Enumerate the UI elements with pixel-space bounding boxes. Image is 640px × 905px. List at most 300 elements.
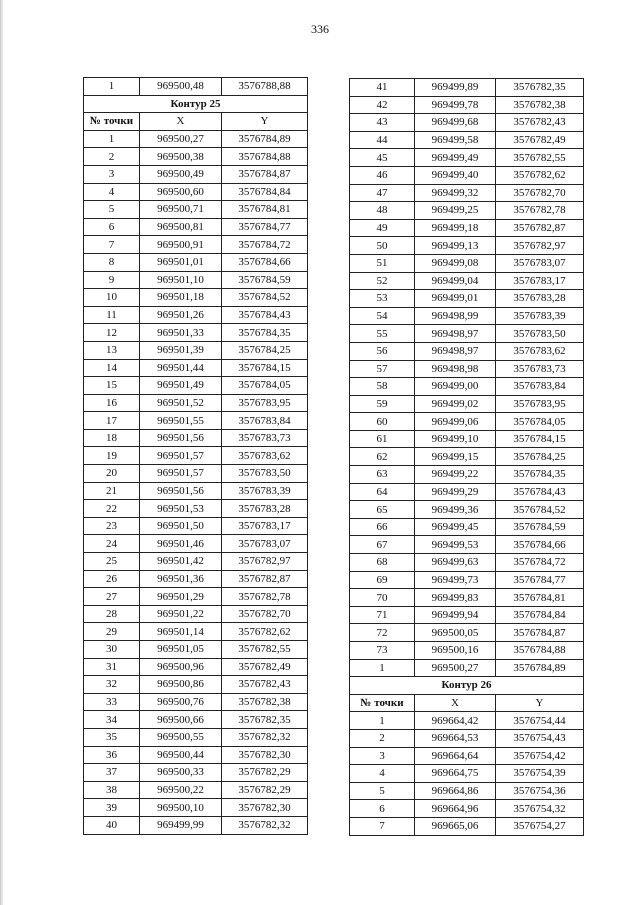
coord-x: 969501,53 bbox=[140, 500, 222, 518]
coord-y: 3576784,59 bbox=[496, 518, 584, 536]
table-row bbox=[84, 359, 308, 377]
coord-x: 969499,25 bbox=[415, 202, 496, 220]
coord-y: 3576783,17 bbox=[496, 272, 584, 290]
table-row bbox=[84, 641, 308, 659]
coord-x: 969664,96 bbox=[415, 800, 496, 818]
coord-y: 3576782,97 bbox=[496, 237, 584, 255]
coord-y: 3576754,36 bbox=[496, 782, 584, 800]
coord-x: 969664,86 bbox=[415, 782, 496, 800]
coord-x: 969499,15 bbox=[415, 448, 496, 466]
coord-y: 3576783,62 bbox=[222, 447, 308, 465]
coord-x: 969500,49 bbox=[140, 165, 222, 183]
table-body-left bbox=[84, 78, 308, 835]
table-row bbox=[350, 501, 584, 519]
coord-y: 3576784,05 bbox=[496, 413, 584, 431]
point-number: 12 bbox=[84, 324, 140, 342]
table-row bbox=[350, 589, 584, 607]
table-row bbox=[350, 114, 584, 132]
coord-y: 3576782,55 bbox=[222, 641, 308, 659]
point-number: 5 bbox=[350, 782, 415, 800]
coord-y: 3576784,81 bbox=[222, 201, 308, 219]
section-title: Контур 25 bbox=[84, 95, 308, 113]
table-row bbox=[84, 588, 308, 606]
point-number: 46 bbox=[350, 166, 415, 184]
coord-y: 3576788,88 bbox=[222, 78, 308, 96]
point-number: 19 bbox=[84, 447, 140, 465]
coord-x: 969500,91 bbox=[140, 236, 222, 254]
coord-x: 969500,27 bbox=[415, 659, 496, 677]
point-number: 69 bbox=[350, 571, 415, 589]
table-row bbox=[350, 166, 584, 184]
coord-x: 969499,63 bbox=[415, 554, 496, 572]
coord-y: 3576782,32 bbox=[222, 816, 308, 834]
point-number: 25 bbox=[84, 553, 140, 571]
coord-y: 3576754,32 bbox=[496, 800, 584, 818]
coord-x: 969500,44 bbox=[140, 746, 222, 764]
point-number: 73 bbox=[350, 642, 415, 660]
point-number: 29 bbox=[84, 623, 140, 641]
point-number: 43 bbox=[350, 114, 415, 132]
table-row bbox=[84, 253, 308, 271]
point-number: 51 bbox=[350, 254, 415, 272]
point-number: 33 bbox=[84, 693, 140, 711]
coord-x: 969501,33 bbox=[140, 324, 222, 342]
coord-x: 969501,39 bbox=[140, 341, 222, 359]
point-number: 6 bbox=[350, 800, 415, 818]
coord-y: 3576784,25 bbox=[222, 341, 308, 359]
point-number: 1 bbox=[350, 659, 415, 677]
point-number: 9 bbox=[84, 271, 140, 289]
coord-y: 3576782,62 bbox=[496, 166, 584, 184]
coord-x: 969499,08 bbox=[415, 254, 496, 272]
coord-x: 969500,16 bbox=[415, 642, 496, 660]
coord-x: 969500,81 bbox=[140, 218, 222, 236]
coord-y: 3576784,88 bbox=[222, 148, 308, 166]
point-number: 37 bbox=[84, 764, 140, 782]
coord-y: 3576783,39 bbox=[222, 482, 308, 500]
table-row bbox=[350, 360, 584, 378]
table-row bbox=[84, 130, 308, 148]
coord-y: 3576782,29 bbox=[222, 764, 308, 782]
coord-x: 969501,10 bbox=[140, 271, 222, 289]
point-number: 20 bbox=[84, 465, 140, 483]
coord-y: 3576783,84 bbox=[222, 412, 308, 430]
table-row bbox=[84, 377, 308, 395]
header-point-number: № точки bbox=[350, 694, 415, 712]
table-row bbox=[84, 623, 308, 641]
coord-x: 969501,14 bbox=[140, 623, 222, 641]
point-number: 47 bbox=[350, 184, 415, 202]
coord-x: 969500,55 bbox=[140, 728, 222, 746]
coordinates-table-right bbox=[349, 78, 584, 836]
coord-y: 3576784,15 bbox=[496, 430, 584, 448]
coord-x: 969499,18 bbox=[415, 219, 496, 237]
point-number: 70 bbox=[350, 589, 415, 607]
point-number: 58 bbox=[350, 378, 415, 396]
table-row bbox=[350, 642, 584, 660]
coord-y: 3576784,59 bbox=[222, 271, 308, 289]
page-number: 336 bbox=[311, 22, 329, 36]
table-row bbox=[84, 676, 308, 694]
point-number: 13 bbox=[84, 341, 140, 359]
coord-y: 3576783,17 bbox=[222, 517, 308, 535]
coord-y: 3576782,70 bbox=[496, 184, 584, 202]
table-row bbox=[350, 729, 584, 747]
coord-x: 969500,48 bbox=[140, 78, 222, 96]
coord-x: 969500,27 bbox=[140, 130, 222, 148]
table-row bbox=[350, 448, 584, 466]
table-row bbox=[350, 96, 584, 114]
point-number: 59 bbox=[350, 395, 415, 413]
coord-y: 3576784,66 bbox=[222, 253, 308, 271]
coord-x: 969500,86 bbox=[140, 676, 222, 694]
point-number: 24 bbox=[84, 535, 140, 553]
coord-x: 969499,13 bbox=[415, 237, 496, 255]
point-number: 7 bbox=[350, 817, 415, 835]
coord-x: 969499,32 bbox=[415, 184, 496, 202]
header-coord-x: X bbox=[140, 113, 222, 131]
table-row bbox=[350, 149, 584, 167]
coord-x: 969499,36 bbox=[415, 501, 496, 519]
point-number: 67 bbox=[350, 536, 415, 554]
coord-y: 3576784,72 bbox=[222, 236, 308, 254]
point-number: 22 bbox=[84, 500, 140, 518]
point-number: 49 bbox=[350, 219, 415, 237]
coord-y: 3576784,43 bbox=[496, 483, 584, 501]
coord-y: 3576782,38 bbox=[496, 96, 584, 114]
coord-x: 969499,94 bbox=[415, 606, 496, 624]
point-number: 10 bbox=[84, 289, 140, 307]
table-row bbox=[350, 747, 584, 765]
point-number: 44 bbox=[350, 131, 415, 149]
scan-edge bbox=[0, 0, 3, 905]
coord-x: 969501,29 bbox=[140, 588, 222, 606]
point-number: 55 bbox=[350, 325, 415, 343]
point-number: 52 bbox=[350, 272, 415, 290]
coord-y: 3576784,25 bbox=[496, 448, 584, 466]
point-number: 65 bbox=[350, 501, 415, 519]
coord-x: 969501,18 bbox=[140, 289, 222, 307]
table-row bbox=[84, 570, 308, 588]
coord-x: 969501,42 bbox=[140, 553, 222, 571]
coord-y: 3576782,38 bbox=[222, 693, 308, 711]
point-number: 2 bbox=[84, 148, 140, 166]
coord-y: 3576782,49 bbox=[222, 658, 308, 676]
point-number: 62 bbox=[350, 448, 415, 466]
coord-y: 3576782,87 bbox=[496, 219, 584, 237]
coord-x: 969499,02 bbox=[415, 395, 496, 413]
section-title-row bbox=[350, 677, 584, 695]
table-row bbox=[84, 693, 308, 711]
point-number: 53 bbox=[350, 290, 415, 308]
coord-y: 3576783,50 bbox=[222, 465, 308, 483]
point-number: 8 bbox=[84, 253, 140, 271]
table-row bbox=[84, 148, 308, 166]
point-number: 57 bbox=[350, 360, 415, 378]
coord-y: 3576782,35 bbox=[222, 711, 308, 729]
coord-x: 969499,83 bbox=[415, 589, 496, 607]
coord-x: 969499,78 bbox=[415, 96, 496, 114]
coord-y: 3576782,29 bbox=[222, 781, 308, 799]
header-point-number: № точки bbox=[84, 113, 140, 131]
coord-y: 3576784,35 bbox=[496, 466, 584, 484]
table-row bbox=[350, 817, 584, 835]
coord-x: 969500,33 bbox=[140, 764, 222, 782]
coordinates-table-left bbox=[83, 77, 308, 835]
table-row bbox=[84, 500, 308, 518]
point-number: 4 bbox=[84, 183, 140, 201]
coord-x: 969499,04 bbox=[415, 272, 496, 290]
coord-y: 3576784,43 bbox=[222, 306, 308, 324]
point-number: 7 bbox=[84, 236, 140, 254]
coord-y: 3576782,62 bbox=[222, 623, 308, 641]
table-row bbox=[350, 518, 584, 536]
table-row bbox=[350, 413, 584, 431]
point-number: 41 bbox=[350, 79, 415, 97]
table-row bbox=[350, 765, 584, 783]
table-row bbox=[350, 606, 584, 624]
coord-x: 969664,42 bbox=[415, 712, 496, 730]
point-number: 15 bbox=[84, 377, 140, 395]
point-number: 48 bbox=[350, 202, 415, 220]
coord-x: 969501,46 bbox=[140, 535, 222, 553]
coord-x: 969500,66 bbox=[140, 711, 222, 729]
table-row bbox=[350, 131, 584, 149]
coord-y: 3576784,35 bbox=[222, 324, 308, 342]
table-row bbox=[84, 341, 308, 359]
table-row bbox=[350, 325, 584, 343]
coord-y: 3576754,44 bbox=[496, 712, 584, 730]
coord-x: 969500,38 bbox=[140, 148, 222, 166]
table-row bbox=[350, 219, 584, 237]
coord-x: 969501,50 bbox=[140, 517, 222, 535]
coord-x: 969501,01 bbox=[140, 253, 222, 271]
coord-y: 3576782,43 bbox=[222, 676, 308, 694]
table-row bbox=[350, 430, 584, 448]
table-row bbox=[350, 342, 584, 360]
coord-y: 3576783,28 bbox=[496, 290, 584, 308]
point-number: 50 bbox=[350, 237, 415, 255]
table-row bbox=[84, 517, 308, 535]
coord-x: 969498,97 bbox=[415, 342, 496, 360]
coord-y: 3576784,84 bbox=[222, 183, 308, 201]
coord-y: 3576784,66 bbox=[496, 536, 584, 554]
coord-x: 969501,05 bbox=[140, 641, 222, 659]
coord-y: 3576782,32 bbox=[222, 728, 308, 746]
point-number: 31 bbox=[84, 658, 140, 676]
point-number: 38 bbox=[84, 781, 140, 799]
coord-x: 969501,44 bbox=[140, 359, 222, 377]
coord-x: 969501,26 bbox=[140, 306, 222, 324]
coord-x: 969501,57 bbox=[140, 447, 222, 465]
point-number: 39 bbox=[84, 799, 140, 817]
coord-x: 969664,64 bbox=[415, 747, 496, 765]
point-number: 63 bbox=[350, 466, 415, 484]
table-row bbox=[84, 728, 308, 746]
point-number: 1 bbox=[350, 712, 415, 730]
point-number: 40 bbox=[84, 816, 140, 834]
coord-x: 969664,75 bbox=[415, 765, 496, 783]
point-number: 1 bbox=[84, 78, 140, 96]
coord-y: 3576783,39 bbox=[496, 307, 584, 325]
coord-x: 969500,05 bbox=[415, 624, 496, 642]
point-number: 35 bbox=[84, 728, 140, 746]
coord-y: 3576784,15 bbox=[222, 359, 308, 377]
header-coord-y: Y bbox=[496, 694, 584, 712]
point-number: 27 bbox=[84, 588, 140, 606]
point-number: 36 bbox=[84, 746, 140, 764]
table-row bbox=[350, 378, 584, 396]
coord-x: 969500,60 bbox=[140, 183, 222, 201]
table-row bbox=[84, 289, 308, 307]
coord-x: 969500,71 bbox=[140, 201, 222, 219]
point-number: 18 bbox=[84, 429, 140, 447]
coord-x: 969499,53 bbox=[415, 536, 496, 554]
table-row bbox=[84, 201, 308, 219]
coord-y: 3576782,78 bbox=[222, 588, 308, 606]
point-number: 4 bbox=[350, 765, 415, 783]
coord-y: 3576754,43 bbox=[496, 729, 584, 747]
column-header-row bbox=[350, 694, 584, 712]
coord-x: 969499,99 bbox=[140, 816, 222, 834]
point-number: 21 bbox=[84, 482, 140, 500]
point-number: 56 bbox=[350, 342, 415, 360]
coord-x: 969499,00 bbox=[415, 378, 496, 396]
table-row bbox=[84, 658, 308, 676]
point-number: 66 bbox=[350, 518, 415, 536]
coord-x: 969499,01 bbox=[415, 290, 496, 308]
coord-y: 3576782,30 bbox=[222, 799, 308, 817]
coord-x: 969501,57 bbox=[140, 465, 222, 483]
table-row bbox=[84, 447, 308, 465]
point-number: 16 bbox=[84, 394, 140, 412]
coord-y: 3576784,77 bbox=[222, 218, 308, 236]
table-row bbox=[84, 605, 308, 623]
header-coord-y: Y bbox=[222, 113, 308, 131]
coord-x: 969501,56 bbox=[140, 482, 222, 500]
coord-x: 969499,22 bbox=[415, 466, 496, 484]
point-number: 32 bbox=[84, 676, 140, 694]
coord-y: 3576782,78 bbox=[496, 202, 584, 220]
point-number: 45 bbox=[350, 149, 415, 167]
table-row bbox=[350, 624, 584, 642]
coord-y: 3576784,81 bbox=[496, 589, 584, 607]
table-row bbox=[84, 271, 308, 289]
point-number: 3 bbox=[84, 165, 140, 183]
coord-y: 3576784,84 bbox=[496, 606, 584, 624]
coord-x: 969499,40 bbox=[415, 166, 496, 184]
coord-y: 3576783,62 bbox=[496, 342, 584, 360]
table-row bbox=[84, 799, 308, 817]
section-title: Контур 26 bbox=[350, 677, 584, 695]
coord-x: 969498,98 bbox=[415, 360, 496, 378]
coord-y: 3576782,97 bbox=[222, 553, 308, 571]
point-number: 60 bbox=[350, 413, 415, 431]
point-number: 68 bbox=[350, 554, 415, 572]
point-number: 71 bbox=[350, 606, 415, 624]
table-row bbox=[350, 782, 584, 800]
table-row bbox=[350, 202, 584, 220]
coord-x: 969499,49 bbox=[415, 149, 496, 167]
table-row bbox=[350, 712, 584, 730]
table-row bbox=[350, 290, 584, 308]
table-row bbox=[84, 394, 308, 412]
table-row bbox=[84, 553, 308, 571]
coord-x: 969499,89 bbox=[415, 79, 496, 97]
coord-y: 3576754,27 bbox=[496, 817, 584, 835]
table-row bbox=[84, 482, 308, 500]
table-row bbox=[84, 165, 308, 183]
coord-y: 3576783,07 bbox=[222, 535, 308, 553]
coord-y: 3576782,49 bbox=[496, 131, 584, 149]
table-row bbox=[350, 184, 584, 202]
coord-y: 3576784,77 bbox=[496, 571, 584, 589]
coord-y: 3576783,84 bbox=[496, 378, 584, 396]
coord-x: 969500,10 bbox=[140, 799, 222, 817]
table-row bbox=[350, 307, 584, 325]
coord-x: 969500,22 bbox=[140, 781, 222, 799]
coord-y: 3576782,70 bbox=[222, 605, 308, 623]
table-row bbox=[84, 711, 308, 729]
coord-x: 969501,56 bbox=[140, 429, 222, 447]
point-number: 28 bbox=[84, 605, 140, 623]
point-number: 6 bbox=[84, 218, 140, 236]
coord-x: 969665,06 bbox=[415, 817, 496, 835]
table-row bbox=[350, 395, 584, 413]
table-row bbox=[350, 536, 584, 554]
table-row bbox=[84, 236, 308, 254]
coord-x: 969500,76 bbox=[140, 693, 222, 711]
coord-y: 3576784,88 bbox=[496, 642, 584, 660]
coord-y: 3576754,39 bbox=[496, 765, 584, 783]
point-number: 17 bbox=[84, 412, 140, 430]
coord-y: 3576783,73 bbox=[496, 360, 584, 378]
coord-x: 969501,55 bbox=[140, 412, 222, 430]
point-number: 26 bbox=[84, 570, 140, 588]
coord-y: 3576784,87 bbox=[222, 165, 308, 183]
section-title-row bbox=[84, 95, 308, 113]
point-number: 3 bbox=[350, 747, 415, 765]
coord-y: 3576783,95 bbox=[222, 394, 308, 412]
point-number: 1 bbox=[84, 130, 140, 148]
table-row bbox=[84, 429, 308, 447]
coord-x: 969499,68 bbox=[415, 114, 496, 132]
point-number: 2 bbox=[350, 729, 415, 747]
table-row bbox=[84, 816, 308, 834]
coord-x: 969499,58 bbox=[415, 131, 496, 149]
table-row bbox=[350, 571, 584, 589]
coord-x: 969498,97 bbox=[415, 325, 496, 343]
table-row bbox=[350, 659, 584, 677]
table-row bbox=[84, 781, 308, 799]
table-row bbox=[350, 79, 584, 97]
coord-x: 969501,36 bbox=[140, 570, 222, 588]
coord-x: 969499,10 bbox=[415, 430, 496, 448]
table-row bbox=[84, 306, 308, 324]
point-number: 5 bbox=[84, 201, 140, 219]
table-row bbox=[84, 764, 308, 782]
coord-x: 969498,99 bbox=[415, 307, 496, 325]
coord-y: 3576784,89 bbox=[496, 659, 584, 677]
coord-x: 969501,49 bbox=[140, 377, 222, 395]
point-number: 30 bbox=[84, 641, 140, 659]
table-row bbox=[350, 254, 584, 272]
table-row bbox=[84, 183, 308, 201]
table-row bbox=[84, 324, 308, 342]
coord-y: 3576784,72 bbox=[496, 554, 584, 572]
coord-y: 3576783,28 bbox=[222, 500, 308, 518]
point-number: 11 bbox=[84, 306, 140, 324]
